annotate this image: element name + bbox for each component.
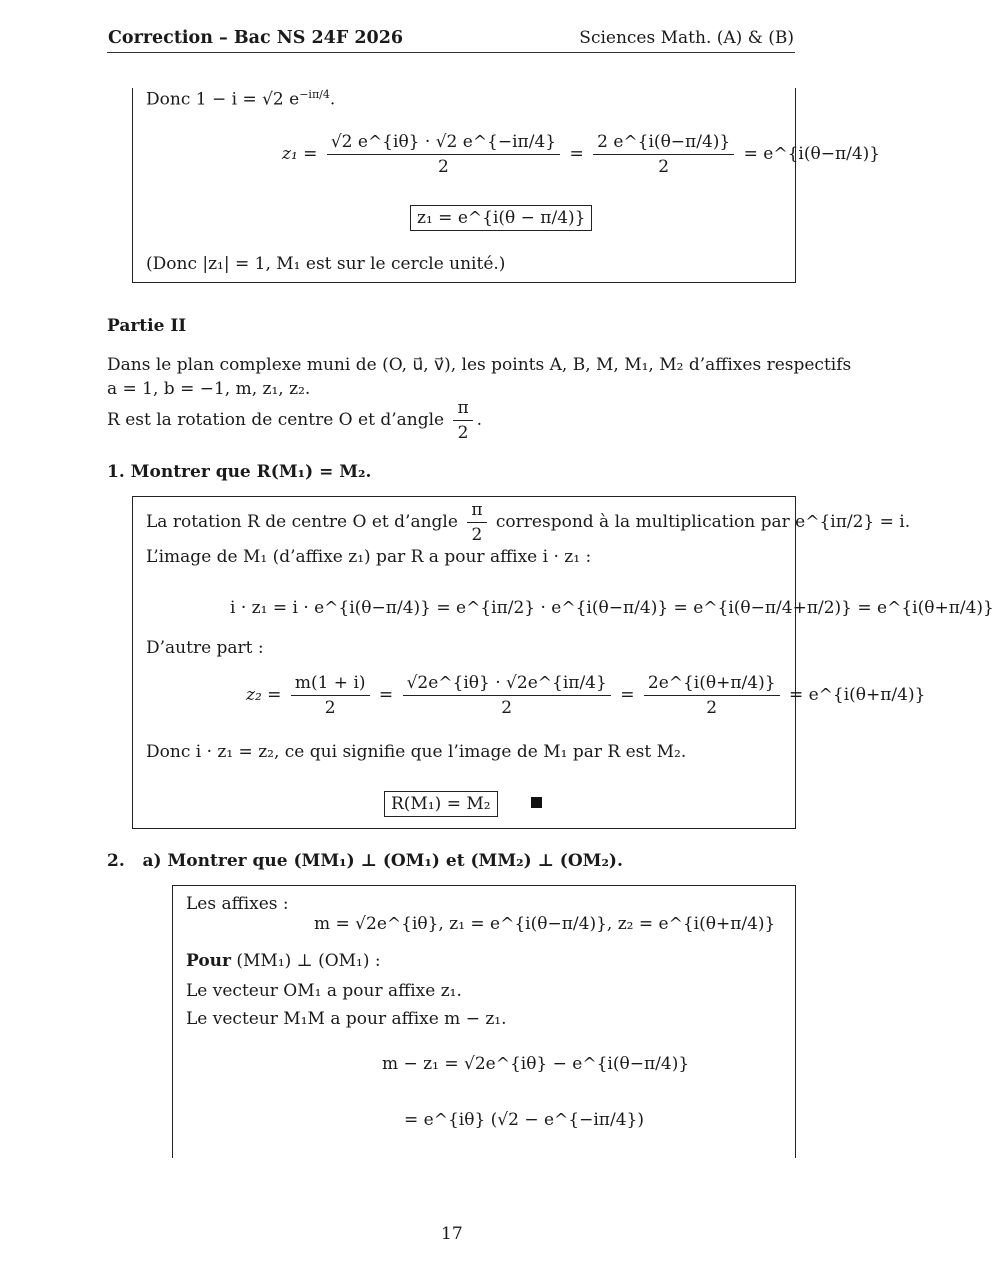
q1-line4: Donc i · z₁ = z₂, ce qui signifie que l’image de M₁ par R est M₂. [146,742,687,762]
header-subject: Sciences Math. (A) & (B) [579,28,794,48]
q1-line2: L’image de M₁ (d’affixe z₁) par R a pour affixe i · z₁ : [146,547,592,567]
q2-equation-1: m = √2e^{iθ}, z₁ = e^{i(θ−π/4)}, z₂ = e^{i(θ+π/4)} [314,914,776,934]
q1-line1: La rotation R de centre O et d’angle $\frac{\pi}{2}$ correspond à la multiplication par e^{iπ/2} = i. [146,500,911,545]
section-title: Partie II [107,316,187,336]
header-divider [107,52,795,53]
intro-text-2: a = 1, b = −1, m, z₁, z₂. [107,379,311,399]
intro-text-3: R est la rotation de centre O et d’angle $\frac{\pi}{2}$ . [107,398,483,443]
q2-subheading: Pour (MM₁) ⊥ (OM₁) : [186,951,381,971]
box1-result: z₁ = e^{i(θ − π/4)} [410,205,592,231]
page-number: 17 [441,1224,463,1244]
question-2-title: 2. a) Montrer que (MM₁) ⊥ (OM₁) et (MM₂) ⊥ (OM₂). [107,851,623,871]
q1-equation-1: i · z₁ = i · e^{i(θ−π/4)} = e^{iπ/2} · e^{i(θ−π/4)} = e^{i(θ−π/4+π/2)} = e^{i(θ+π/4)} [230,598,994,618]
q2-equation-2: m − z₁ = √2e^{iθ} − e^{i(θ−π/4)} [382,1054,690,1074]
q2-line2: Le vecteur OM₁ a pour affixe z₁. [186,981,462,1001]
intro-text-1: Dans le plan complexe muni de (O, u⃗, v⃗), les points A, B, M, M₁, M₂ d’affixes respectifs [107,355,852,375]
q1-line3: D’autre part : [146,638,264,658]
header-title: Correction – Bac NS 24F 2026 [108,28,404,48]
q2-equation-3: = e^{iθ} (√2 − e^{−iπ/4}) [404,1110,644,1130]
q1-equation-2: z₂ = $\frac{m(1 + i)}{2}$ = $\frac{√2e\^{}\{i\theta\} \cdot √2e\^{}\{i\pi/4\}}{2}$ = $\frac{2e\^{}\{i(\theta+\pi/4)\}}{2}$ = e^{i(θ+π/4)} [246,673,926,718]
solution-box-q1 [132,496,796,829]
q2-line3: Le vecteur M₁M a pour affixe m − z₁. [186,1009,507,1029]
q1-result: R(M₁) = M₂ [384,791,498,817]
qed-square-icon [531,797,542,808]
box1-note: (Donc |z₁| = 1, M₁ est sur le cercle unité.) [146,254,506,274]
q2-line1: Les affixes : [186,894,289,914]
box1-equation: z₁ = $\frac{√2 e\^{}\{i\theta\} \cdot √2 e\^{}\{-i\pi/4\}}{2}$ = $\frac{2 e\^{}\{i(\theta-\pi/4)\}}{2}$ = e^{i(θ−π/4)} [282,132,881,177]
box1-line1: Donc 1 − i = √2 $e^{-i\pi/4}$. [146,88,336,110]
question-1-title: 1. Montrer que R(M₁) = M₂. [107,462,372,482]
